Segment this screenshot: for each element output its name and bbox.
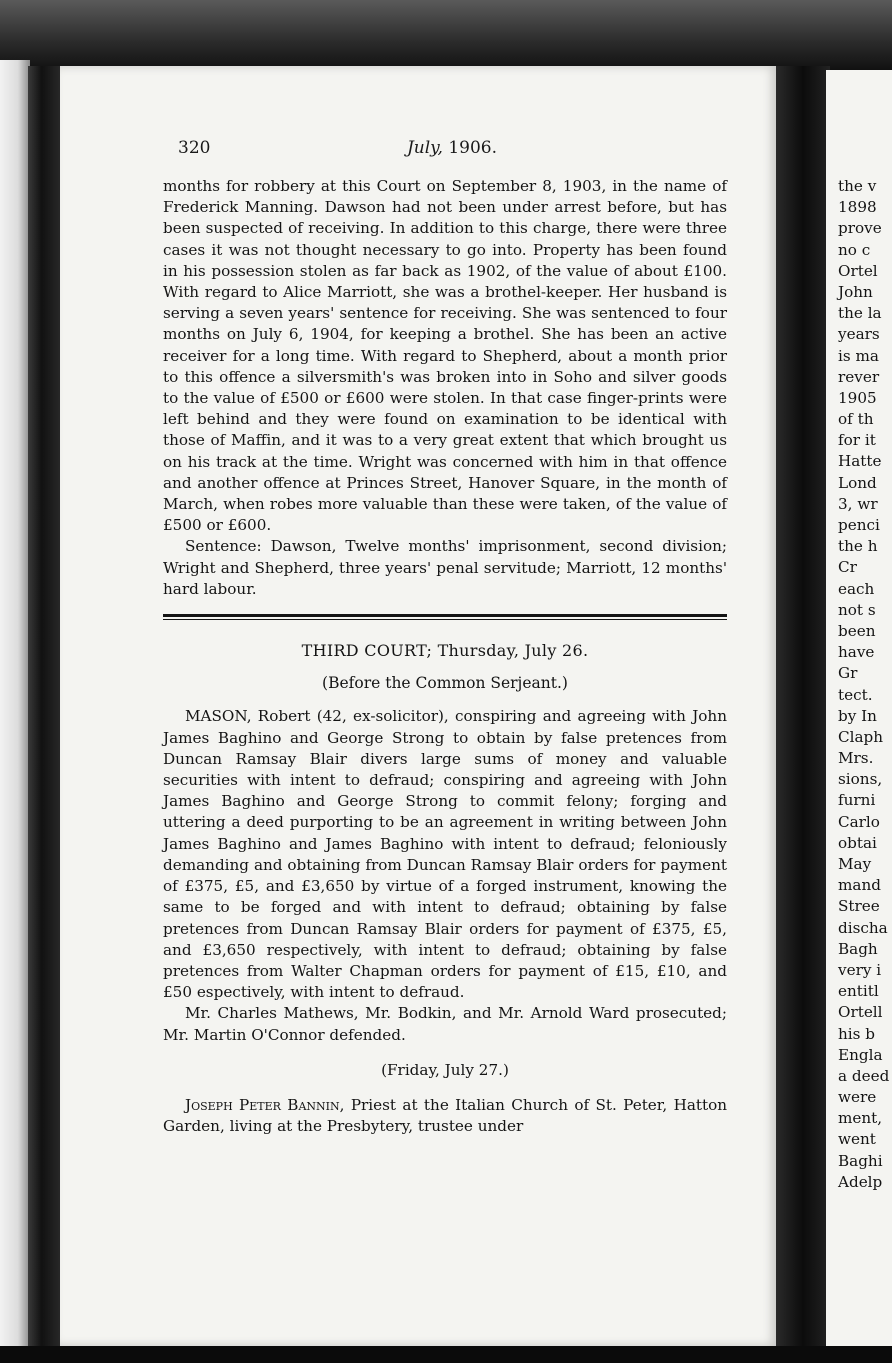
before-heading: (Before the Common Serjeant.): [322, 674, 568, 693]
right-page-line: very i: [838, 960, 882, 979]
right-page-text: [838, 176, 892, 1193]
paragraph-continuation: months for robbery at this Court on September 8, 1903, in the name of Frederick Manning. Dawson had not been under arrest before, but has been suspected of receiving. In addition to this charge, there were three cases it was not thought necessary to go into. Property has been found in his possession stolen as far back as 1902, of the value of about £100. With regard to Alice Marriott, she was a brothel-keeper. Her husband is serving a seven years' sentence for receiving. She was sentenced to four months on July 6, 1904, for keeping a brothel. She has been an active receiver for a long time. With regard to Shepherd, about a month prior to this offence a silversmith's was broken into in Soho and silver goods to the value of £500 or £600 were stolen. In that case finger-prints were left behind and they were found on examination to be identical with those of Maffin, and it was to a very great extent that which brought us on his track at the time. Wright was concerned with him in that offence and another offence at Princes Street, Hanover Square, in the month of March, when robes more valuable than these were taken, of the value of £500 or £600.: [163, 177, 727, 535]
right-page-line: prove: [838, 219, 882, 238]
right-page-line: by In: [838, 706, 877, 725]
right-page-line: entitl: [838, 982, 879, 1001]
right-page-line: 1905: [838, 388, 877, 407]
right-page-line: discha: [838, 918, 888, 937]
right-page-line: Lond: [838, 473, 877, 492]
right-page-line: May: [838, 855, 872, 873]
scan-bottom-edge: [0, 1346, 892, 1363]
right-page-line: the v: [838, 177, 877, 195]
right-page-line: is ma: [838, 346, 879, 365]
witness-name: Joseph Peter Bannin,: [185, 1095, 345, 1114]
right-page-line: tect.: [838, 685, 873, 704]
book-edge-left: [28, 66, 62, 1363]
right-page-line: penci: [838, 516, 880, 534]
right-page-line: Adelp: [838, 1172, 883, 1191]
right-page-line: rever: [838, 367, 880, 386]
right-page-line: the h: [838, 537, 878, 556]
right-page-line: Ortell: [838, 1003, 883, 1022]
book-gutter: [776, 66, 830, 1363]
right-page-line: ment,: [838, 1109, 883, 1128]
right-page-line: 1898: [838, 198, 877, 217]
right-page-line: were: [838, 1088, 877, 1107]
right-page-line: been: [838, 621, 876, 640]
right-page-line: a deed: [838, 1066, 890, 1085]
date-heading: (Friday, July 27.): [381, 1060, 509, 1079]
right-page-line: the la: [838, 304, 882, 323]
right-page-line: obtai: [838, 833, 877, 852]
right-page-line: furni: [838, 791, 876, 810]
left-page-text: [163, 176, 727, 1137]
header-date: [178, 138, 726, 158]
witness-text: Priest at the Italian Church of St. Peter, Hatton Garden, living at the Presbytery, trustee under: [163, 1095, 728, 1136]
right-page-line: Stree: [838, 897, 880, 916]
right-page-line: for it: [838, 431, 876, 450]
running-head: [178, 138, 726, 164]
right-page-line: 3, wr: [838, 494, 878, 513]
right-page-line: years: [838, 325, 880, 344]
right-page-line: Engla: [838, 1045, 883, 1064]
page-number: 320: [178, 138, 211, 158]
witness-paragraph: [163, 1095, 727, 1137]
scan-left-edge: [0, 60, 30, 1363]
right-page-line: his b: [838, 1024, 875, 1043]
right-page-line: went: [838, 1130, 876, 1149]
right-page-line: Baghi: [838, 1151, 883, 1170]
right-page-line: Mrs.: [838, 749, 874, 768]
right-page-line: Ortel: [838, 261, 878, 280]
header-year: 1906.: [448, 138, 498, 158]
right-page-line: Hatte: [838, 452, 882, 471]
right-page-line: no c: [838, 240, 871, 259]
right-page-line: Claph: [838, 727, 884, 746]
section-divider: [163, 614, 727, 617]
right-page-line: Gr: [838, 664, 858, 683]
right-page-line: sions,: [838, 770, 883, 789]
right-page-line: each: [838, 579, 875, 598]
right-page-line: Carlo: [838, 812, 880, 831]
header-month: July,: [406, 138, 443, 158]
counsel-paragraph: Mr. Charles Mathews, Mr. Bodkin, and Mr. Arnold Ward prosecuted; Mr. Martin O'Connor defended.: [163, 1004, 727, 1044]
scan-top-edge: [0, 0, 892, 70]
right-page-line: of th: [838, 410, 874, 429]
case-paragraph: MASON, Robert (42, ex-solicitor), conspiring and agreeing with John James Baghino and George Strong to obtain by false pretences from Duncan Ramsay Blair divers large sums of money and valuable securities with intent to defraud; conspiring and agreeing with John James Baghino and George Strong to commit felony; forging and uttering a deed purporting to be an agreement in writing between John James Baghino and James Baghino with intent to defraud; feloniously demanding and obtaining from Duncan Ramsay Blair orders for payment of £375, £5, and £3,650 by virtue of a forged instrument, knowing the same to be forged and with intent to defraud; obtaining by false pretences from Duncan Ramsay Blair orders for payment of £375, £5, and £3,650 respectively, with intent to defraud; obtaining by false pretences from Walter Chapman orders for payment of £15, £10, and £50 espectively, with intent to defraud.: [163, 707, 727, 1002]
right-page-line: Bagh: [838, 939, 878, 958]
section-divider-thin: [163, 619, 727, 620]
right-page-line: not s: [838, 600, 876, 619]
right-page-line: have: [838, 643, 875, 662]
right-page-line: John: [838, 282, 873, 301]
court-heading: THIRD COURT; Thursday, July 26.: [301, 641, 589, 661]
right-page-line: mand: [838, 876, 881, 895]
right-page-line: Cr: [838, 558, 857, 577]
sentence-paragraph: Sentence: Dawson, Twelve months' imprisonment, second division; Wright and Shepherd, three years' penal servitude; Marriott, 12 months' hard labour.: [163, 537, 727, 598]
